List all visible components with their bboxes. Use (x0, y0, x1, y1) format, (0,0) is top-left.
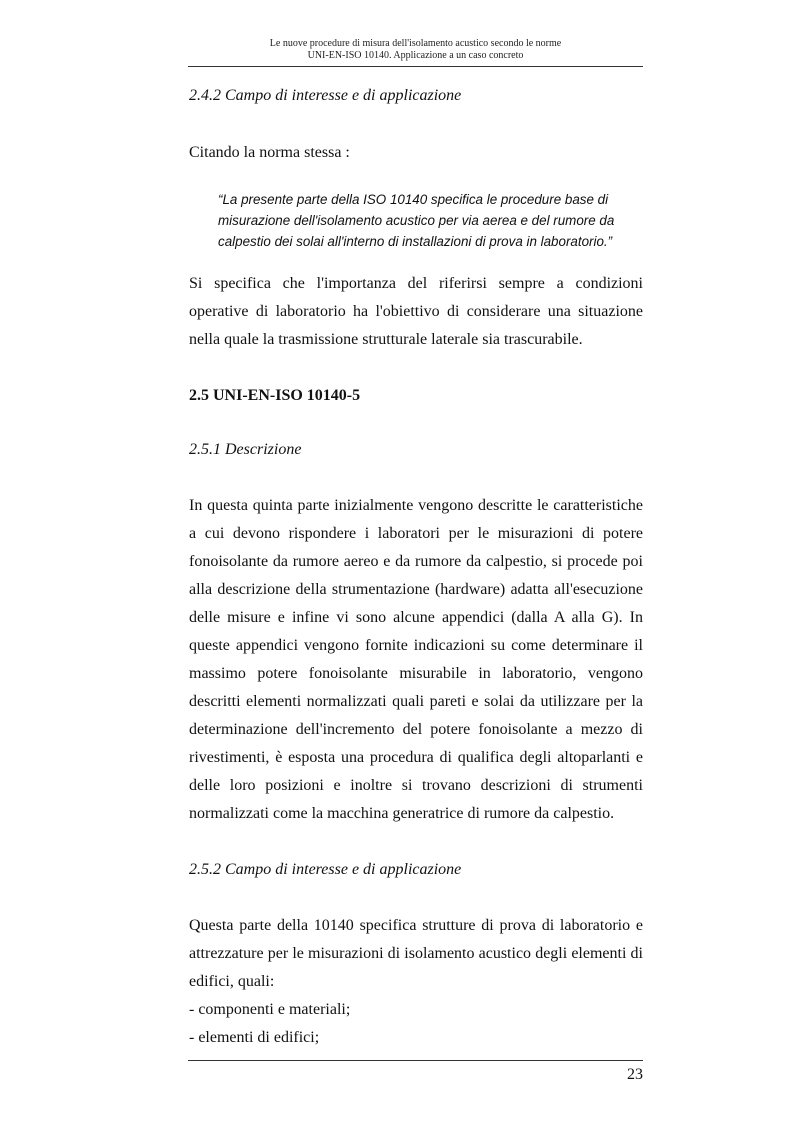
norm-quotation: “La presente parte della ISO 10140 specifica le procedure base di misurazione dell'isolamento acustico per via aerea e del rumore da calpestio dei solai all'interno di installazioni di prova in laboratorio.” (218, 192, 615, 249)
list-item: - elementi di edifici; (189, 1029, 320, 1046)
list-item: - componenti e materiali; (189, 1001, 351, 1018)
running-header-line-2: UNI-EN-ISO 10140. Applicazione a un caso concreto (307, 50, 524, 61)
page-number: 23 (627, 1066, 643, 1083)
section-2-4-2-intro: Citando la norma stessa : (189, 144, 350, 161)
header-rule (188, 66, 643, 67)
section-2-5-1-heading: 2.5.1 Descrizione (189, 441, 302, 458)
running-header-line-1: Le nuove procedure di misura dell'isolamento acustico secondo le norme (269, 38, 562, 49)
running-header (188, 38, 643, 62)
page-body (189, 84, 643, 1052)
section-2-5-2-paragraph: Questa parte della 10140 specifica strutture di prova di laboratorio e attrezzature per le misurazioni di isolamento acustico degli elementi di edifici, quali: (189, 917, 643, 990)
footer-rule (188, 1060, 643, 1061)
section-2-4-2-heading: 2.4.2 Campo di interesse e di applicazione (189, 87, 462, 104)
section-2-4-2-paragraph: Si specifica che l'importanza del riferirsi sempre a condizioni operative di laboratorio ha l'obiettivo di considerare una situazione nella quale la trasmissione strutturale laterale sia trascurabile. (189, 275, 643, 348)
section-2-5-2-heading: 2.5.2 Campo di interesse e di applicazione (189, 861, 462, 878)
section-2-5-1-paragraph: In questa quinta parte inizialmente vengono descritte le caratteristiche a cui devono rispondere i laboratori per le misurazioni di potere fonoisolante da rumore aereo e da rumore da calpestio, si procede poi alla descrizione della strumentazione (hardware) adatta all'esecuzione delle misure e infine vi sono alcune appendici (dalla A alla G). In queste appendici vengono fornite indicazioni su come determinare il massimo potere fonoisolante misurabile in laboratorio, vengono descritti elementi normalizzati quali pareti e solai da utilizzare per la determinazione dell'incremento del potere fonoisolante a mezzo di rivestimenti, è esposta una procedura di qualifica degli altoparlanti e delle loro posizioni e inoltre si trovano descrizioni di strumenti normalizzati come la macchina generatrice di rumore da calpestio. (189, 497, 643, 822)
section-2-5-heading: 2.5 UNI-EN-ISO 10140-5 (189, 387, 361, 404)
